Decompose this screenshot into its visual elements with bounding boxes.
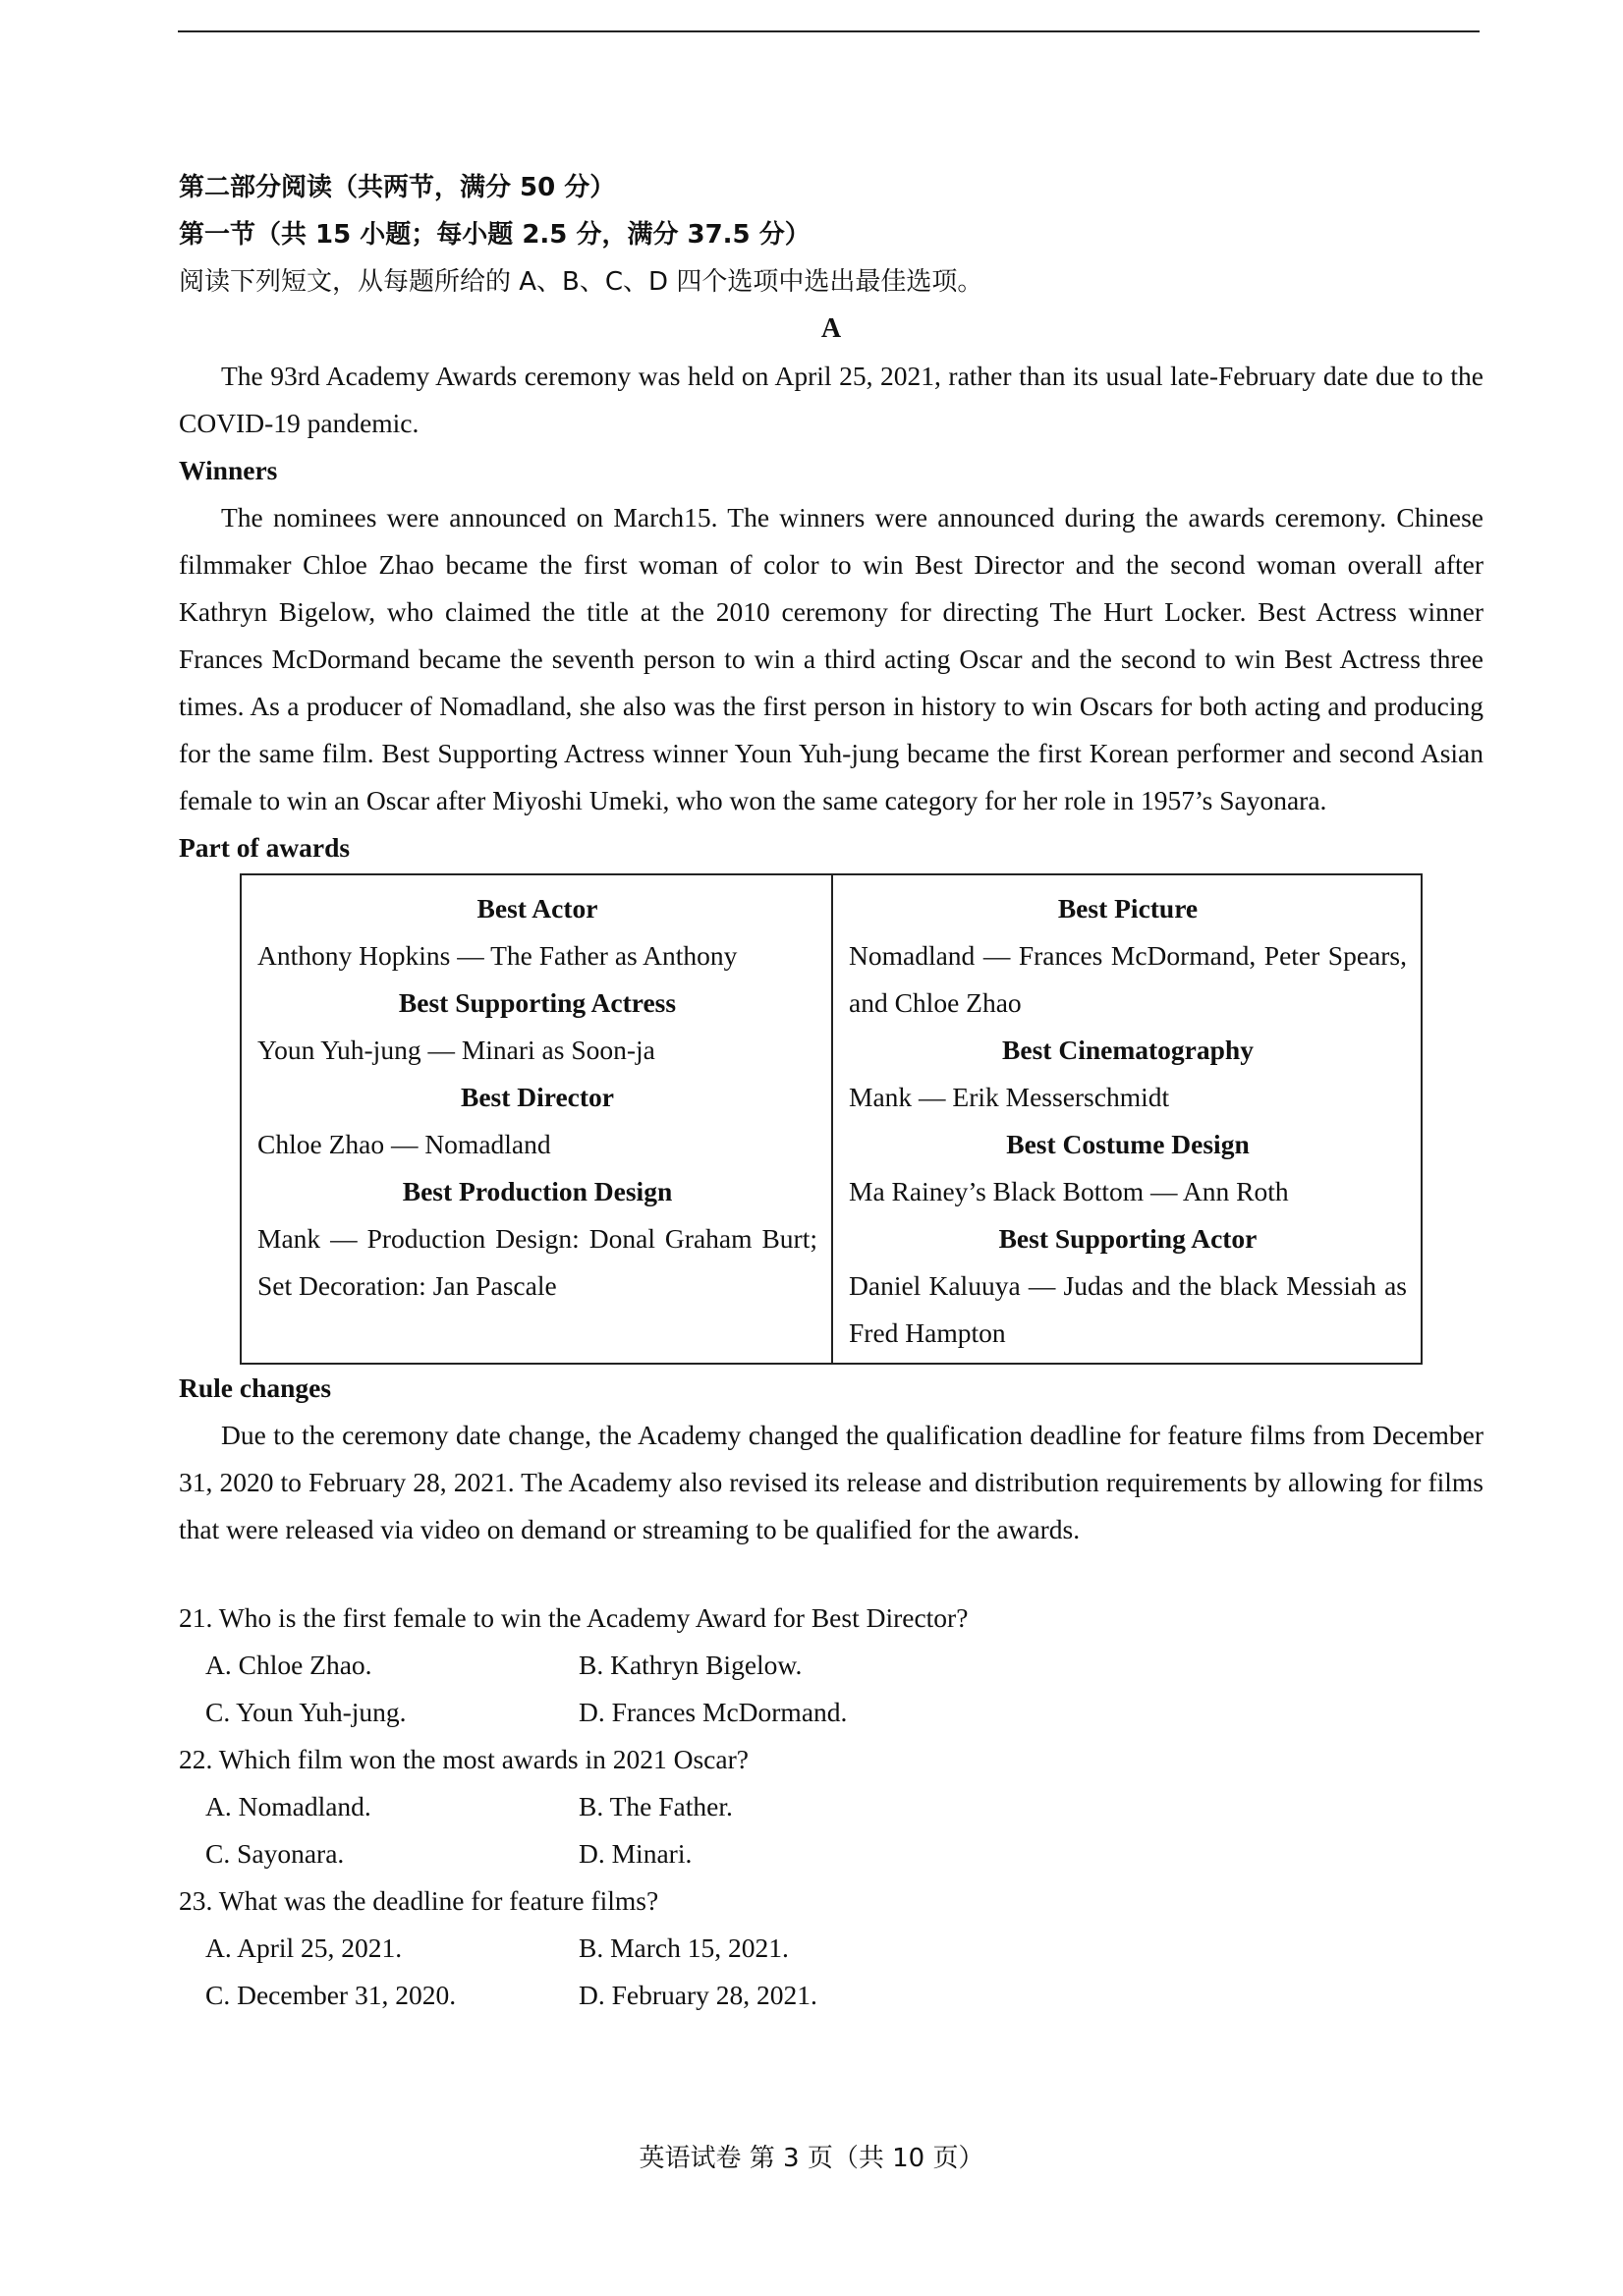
award-winner: Mank — Erik Messerschmidt: [849, 1082, 1170, 1112]
award-title: Best Director: [460, 1082, 615, 1112]
passage-intro: The 93rd Academy Awards ceremony was held on April 25, 2021, rather than its usual late-February date due to the COVID-19 pandemic.: [179, 361, 1483, 438]
option-d: D. Frances McDormand.: [579, 1697, 848, 1727]
award-title: Best Picture: [1057, 893, 1199, 924]
question-stem: 23. What was the deadline for feature films?: [179, 1885, 659, 1916]
option-d: D. Minari.: [579, 1838, 693, 1869]
part-title: 第二部分阅读（共两节，满分 50 分）: [179, 173, 616, 202]
option-row: [179, 1642, 1483, 1689]
question-21: [179, 1595, 1483, 1736]
option-d: D. February 28, 2021.: [579, 1980, 817, 2010]
rules-text: Due to the ceremony date change, the Academy changed the qualification deadline for feature films from December 31, 2020 to February 28, 2021. The Academy also revised its release and distribution requirements by allowing for films that were released via video on demand or streaming to be qualified for the awards.: [179, 1420, 1483, 1544]
award-winner: Nomadland — Frances McDormand, Peter Spears, and Chloe Zhao: [849, 940, 1407, 1018]
header-rule: [178, 30, 1480, 32]
option-row: [179, 1830, 1483, 1877]
instructions: 阅读下列短文，从每题所给的 A、B、C、D 四个选项中选出最佳选项。: [179, 267, 983, 297]
award-title: Best Supporting Actress: [398, 987, 677, 1018]
award-winner: Youn Yuh-jung — Minari as Soon-ja: [257, 1035, 655, 1065]
option-a: A. Nomadland.: [205, 1791, 371, 1821]
awards-left-column: [242, 875, 831, 1363]
questions: [179, 1595, 1483, 2019]
option-a: A. April 25, 2021.: [205, 1932, 403, 1963]
option-b: B. March 15, 2021.: [579, 1932, 789, 1963]
award-winner: Chloe Zhao — Nomadland: [257, 1129, 551, 1159]
awards-table: [240, 873, 1423, 1365]
award-winner: Daniel Kaluuya — Judas and the black Messiah as Fred Hampton: [849, 1270, 1407, 1348]
option-c: C. Youn Yuh-jung.: [205, 1697, 407, 1727]
page-footer: 英语试卷 第 3 页（共 10 页）: [639, 2144, 984, 2173]
award-winner: Mank — Production Design: Donal Graham Burt; Set Decoration: Jan Pascale: [257, 1223, 817, 1301]
option-b: B. The Father.: [579, 1791, 733, 1821]
award-winner: Anthony Hopkins — The Father as Anthony: [257, 940, 738, 971]
option-a: A. Chloe Zhao.: [205, 1650, 372, 1680]
option-row: [179, 1972, 1483, 2019]
option-c: C. December 31, 2020.: [205, 1980, 457, 2010]
award-title: Best Costume Design: [1006, 1129, 1250, 1159]
section-title: 第一节（共 15 小题；每小题 2.5 分，满分 37.5 分）: [179, 220, 811, 250]
question-22: [179, 1736, 1483, 1877]
winners-heading: Winners: [179, 455, 278, 485]
option-c: C. Sayonara.: [205, 1838, 345, 1869]
option-row: [179, 1689, 1483, 1736]
award-title: Best Production Design: [402, 1176, 673, 1206]
rules-heading: Rule changes: [179, 1372, 332, 1403]
winners-text: The nominees were announced on March15. The winners were announced during the awards ceremony. Chinese filmmaker Chloe Zhao became the first woman of color to win Best Director and the second woman overall after Kathryn Bigelow, who claimed the title at the 2010 ceremony for directing The Hurt Locker. Best Actress winner Frances McDormand became the seventh person to win a third acting Oscar and the second to win Best Actress three times. As a producer of Nomadland, she also was the first person in history to win Oscars for both acting and producing for the same film. Best Supporting Actress winner Youn Yuh-jung became the first Korean performer and second Asian female to win an Oscar after Miyoshi Umeki, who won the same category for her role in 1957’s Sayonara.: [179, 502, 1483, 815]
award-title: Best Actor: [476, 893, 598, 924]
question-stem: 21. Who is the first female to win the Academy Award for Best Director?: [179, 1602, 969, 1633]
question-stem: 22. Which film won the most awards in 2021 Oscar?: [179, 1744, 749, 1774]
question-23: [179, 1877, 1483, 2019]
award-title: Best Cinematography: [1002, 1035, 1254, 1065]
option-row: [179, 1925, 1483, 1972]
award-title: Best Supporting Actor: [998, 1223, 1258, 1254]
awards-right-column: [831, 875, 1421, 1363]
option-b: B. Kathryn Bigelow.: [579, 1650, 803, 1680]
option-row: [179, 1783, 1483, 1830]
page-content: [179, 164, 1483, 2019]
awards-heading: Part of awards: [179, 832, 351, 863]
passage-letter: A: [820, 313, 842, 344]
award-winner: Ma Rainey’s Black Bottom — Ann Roth: [849, 1176, 1289, 1206]
